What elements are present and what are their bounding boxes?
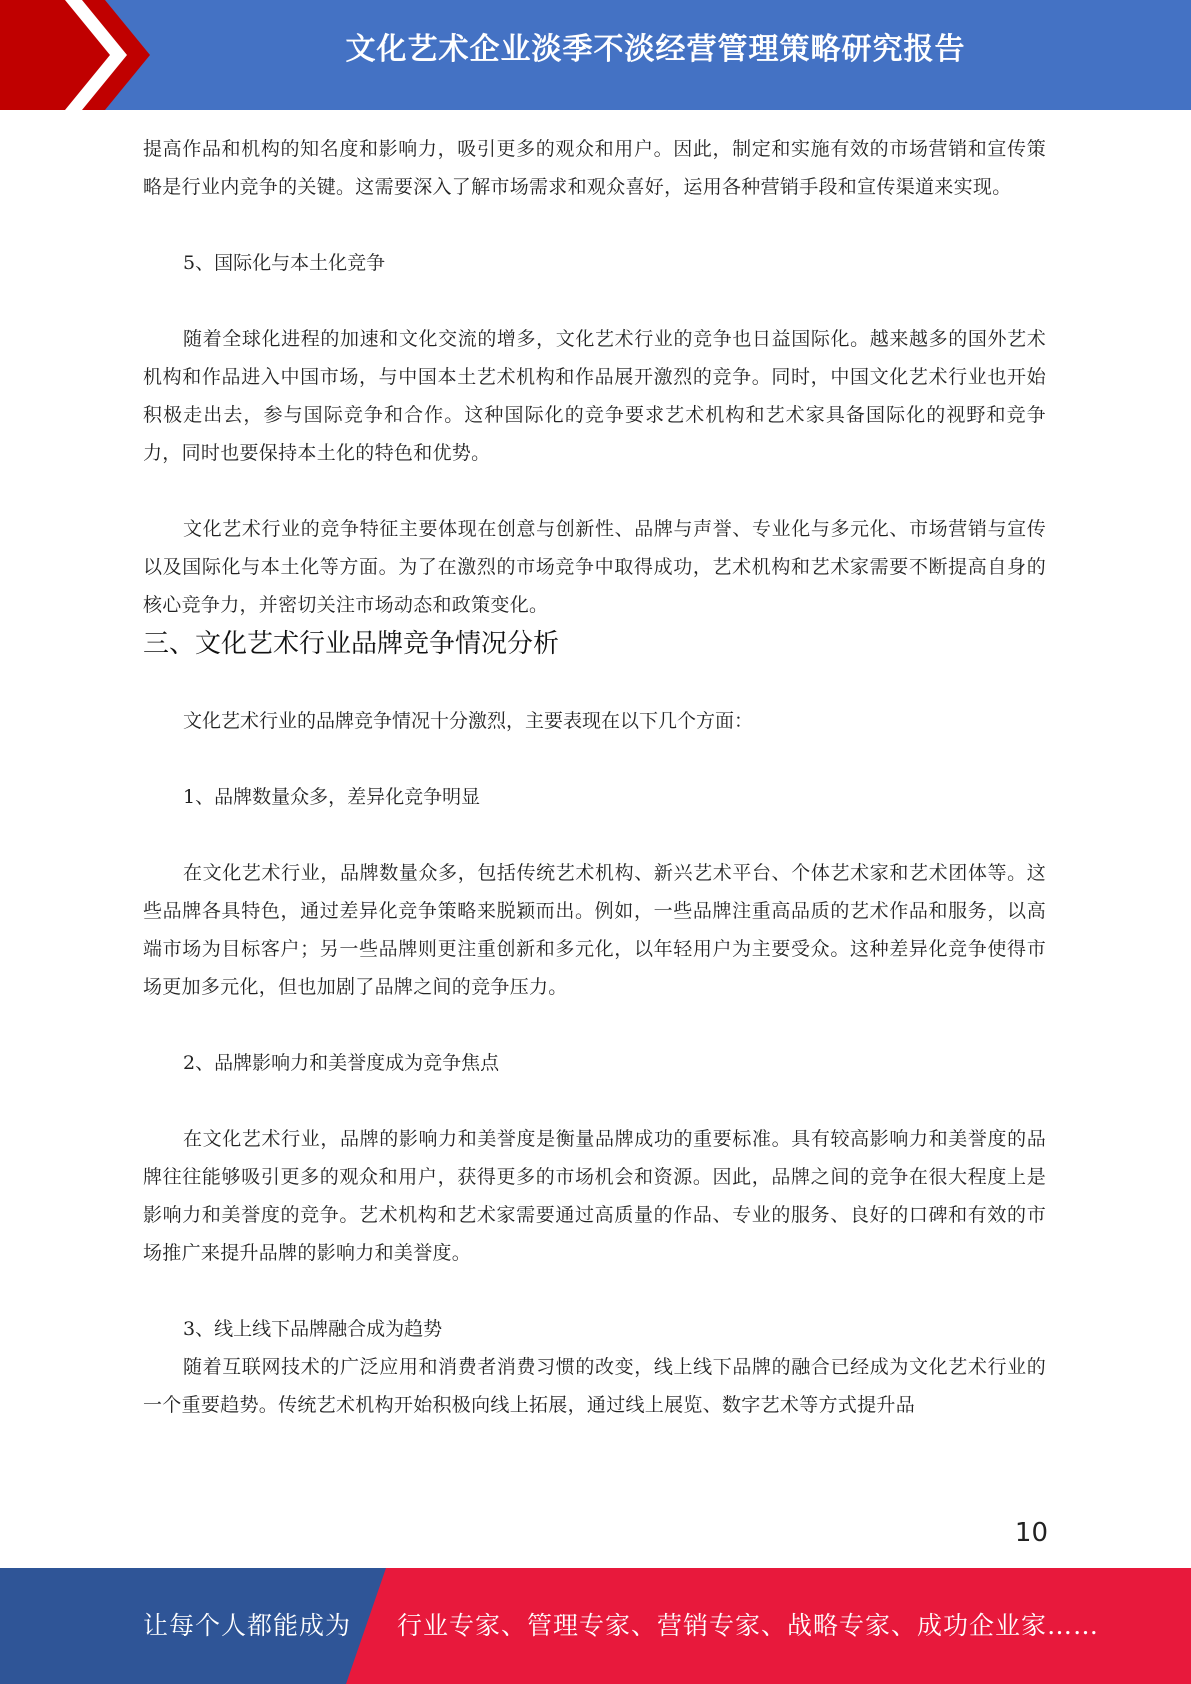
page-footer	[0, 1568, 1191, 1684]
subheading: 3、线上线下品牌融合成为趋势	[183, 1318, 443, 1340]
page-header	[0, 0, 1191, 110]
report-title: 文化艺术企业淡季不淡经营管理策略研究报告	[345, 32, 966, 67]
paragraph: 提高作品和机构的知名度和影响力，吸引更多的观众和用户。因此，制定和实施有效的市场营销和宣传策略是行业内竞争的关键。这需要深入了解市场需求和观众喜好，运用各种营销手段和宣传渠道来实现。	[143, 138, 1046, 198]
subheading: 5、国际化与本土化竞争	[183, 252, 386, 274]
paragraph: 文化艺术行业的品牌竞争情况十分激烈，主要表现在以下几个方面：	[183, 710, 754, 732]
paragraph: 在文化艺术行业，品牌数量众多，包括传统艺术机构、新兴艺术平台、个体艺术家和艺术团体等。这些品牌各具特色，通过差异化竞争策略来脱颖而出。例如，一些品牌注重高品质的艺术作品和服务，以高端市场为目标客户；另一些品牌则更注重创新和多元化，以年轻用户为主要受众。这种差异化竞争使得市场更加多元化，但也加剧了品牌之间的竞争压力。	[143, 862, 1046, 998]
paragraph: 随着全球化进程的加速和文化交流的增多，文化艺术行业的竞争也日益国际化。越来越多的国外艺术机构和作品进入中国市场，与中国本土艺术机构和作品展开激烈的竞争。同时，中国文化艺术行业也开始积极走出去，参与国际竞争和合作。这种国际化的竞争要求艺术机构和艺术家具备国际化的视野和竞争力，同时也要保持本土化的特色和优势。	[143, 328, 1046, 464]
paragraph: 随着互联网技术的广泛应用和消费者消费习惯的改变，线上线下品牌的融合已经成为文化艺术行业的一个重要趋势。传统艺术机构开始积极向线上拓展，通过线上展览、数字艺术等方式提升品	[143, 1356, 1046, 1416]
page-number: 10	[1014, 1518, 1048, 1548]
subheading: 2、品牌影响力和美誉度成为竞争焦点	[183, 1052, 500, 1074]
section-heading: 三、文化艺术行业品牌竞争情况分析	[143, 629, 560, 659]
page-content	[143, 130, 1046, 1424]
header-chevron-decoration	[0, 0, 160, 110]
footer-slogan-left: 让每个人都能成为	[143, 1611, 352, 1640]
paragraph: 文化艺术行业的竞争特征主要体现在创意与创新性、品牌与声誉、专业化与多元化、市场营销与宣传以及国际化与本土化等方面。为了在激烈的市场竞争中取得成功，艺术机构和艺术家需要不断提高自身的核心竞争力，并密切关注市场动态和政策变化。	[143, 518, 1046, 616]
footer-slogan-right: 行业专家、管理专家、营销专家、战略专家、成功企业家……	[397, 1611, 1100, 1640]
subheading: 1、品牌数量众多，差异化竞争明显	[183, 786, 481, 808]
paragraph: 在文化艺术行业，品牌的影响力和美誉度是衡量品牌成功的重要标准。具有较高影响力和美誉度的品牌往往能够吸引更多的观众和用户，获得更多的市场机会和资源。因此，品牌之间的竞争在很大程度上是影响力和美誉度的竞争。艺术机构和艺术家需要通过高质量的作品、专业的服务、良好的口碑和有效的市场推广来提升品牌的影响力和美誉度。	[143, 1128, 1046, 1264]
